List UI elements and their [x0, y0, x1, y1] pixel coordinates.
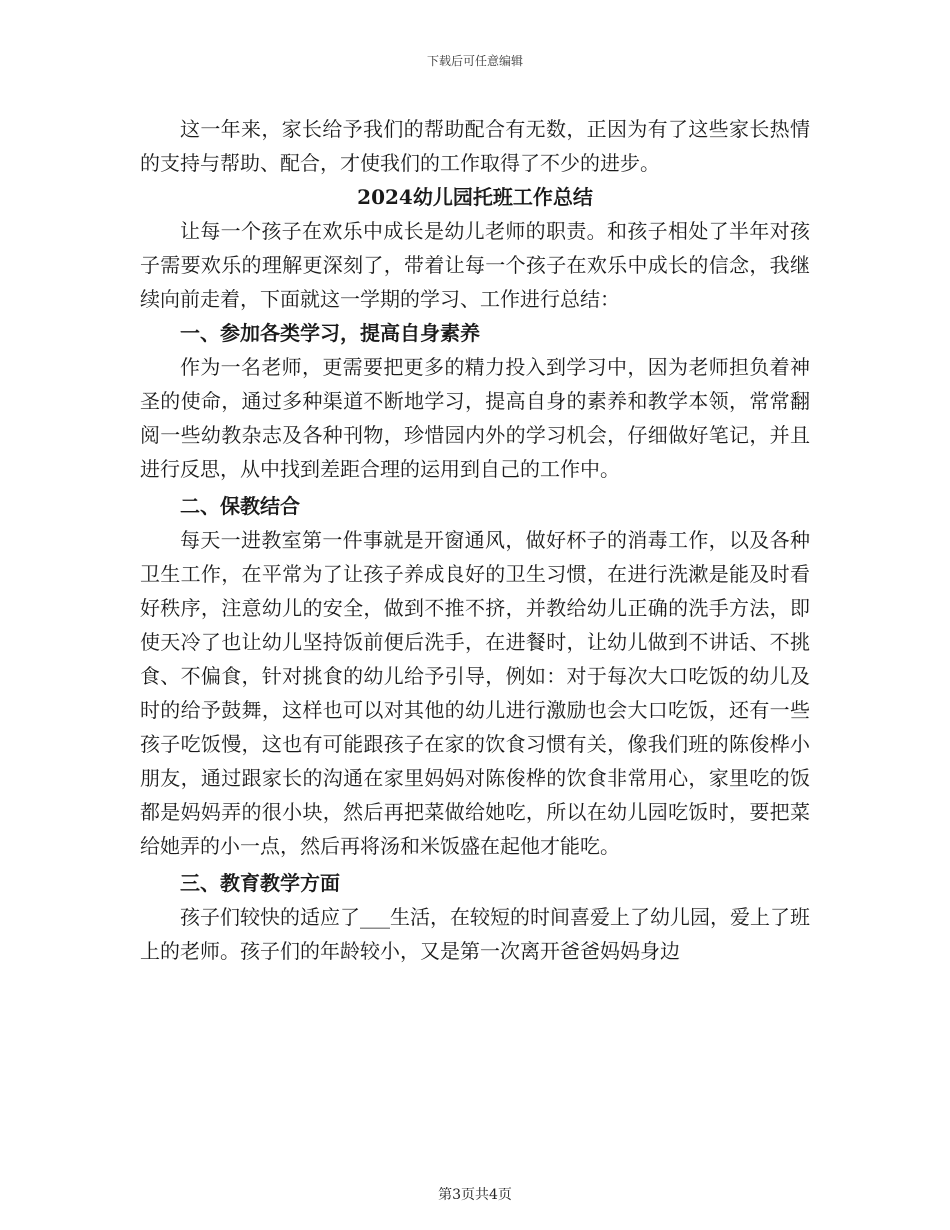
- section-body: 孩子们较快的适应了___生活，在较短的时间喜爱上了幼儿园，爱上了班上的老师。孩子们的年龄较小，又是第一次离开爸爸妈妈身边: [140, 905, 810, 963]
- page-number: 第3页共4页: [438, 1187, 512, 1203]
- section-body: 每天一进教室第一件事就是开窗通风，做好杯子的消毒工作，以及各种卫生工作，在平常为了让孩子养成良好的卫生习惯，在进行洗漱是能及时看好秩序，注意幼儿的安全，做到不推不挤，并教给幼儿正确的洗手方法，即使天冷了也让幼儿坚持饭前便后洗手，在进餐时，让幼儿做到不讲话、不挑食、不偏食，针对挑食的幼儿给予引导，例如：对于每次大口吃饭的幼儿及时的给予鼓舞，这样也可以对其他的幼儿进行激励也会大口吃饭，还有一些孩子吃饭慢，这也有可能跟孩子在家的饮食习惯有关，像我们班的陈俊桦小朋友，通过跟家长的沟通在家里妈妈对陈俊桦的饮食非常用心，家里吃的饭都是妈妈弄的很小块，然后再把菜做给她吃，所以在幼儿园吃饭时，要把菜给她弄的小一点，然后再将汤和米饭盛在起他才能吃。: [140, 528, 810, 858]
- section-heading: 二、保教结合: [180, 494, 300, 518]
- section-heading: 三、教育教学方面: [180, 871, 340, 895]
- section-heading: 一、参加各类学习，提高自身素养: [180, 321, 480, 345]
- opening-paragraph: 让每一个孩子在欢乐中成长是幼儿老师的职责。和孩子相处了半年对孩子需要欢乐的理解更深刻了，带着让每一个孩子在欢乐中成长的信念，我继续向前走着，下面就这一学期的学习、工作进行总结：: [140, 219, 810, 311]
- document-body: [140, 112, 810, 968]
- section-body: 作为一名老师，更需要把更多的精力投入到学习中，因为老师担负着神圣的使命，通过多种渠道不断地学习，提高自身的素养和教学本领，常常翻阅一些幼教杂志及各种刊物，珍惜园内外的学习机会，仔细做好笔记，并且进行反思，从中找到差距合理的运用到自己的工作中。: [140, 355, 810, 481]
- document-title: 2024幼儿园托班工作总结: [357, 185, 593, 209]
- page-header-note: 下载后可任意编辑: [426, 54, 523, 68]
- intro-paragraph: 这一年来，家长给予我们的帮助配合有无数，正因为有了这些家长热情的支持与帮助、配合，才使我们的工作取得了不少的进步。: [140, 117, 810, 175]
